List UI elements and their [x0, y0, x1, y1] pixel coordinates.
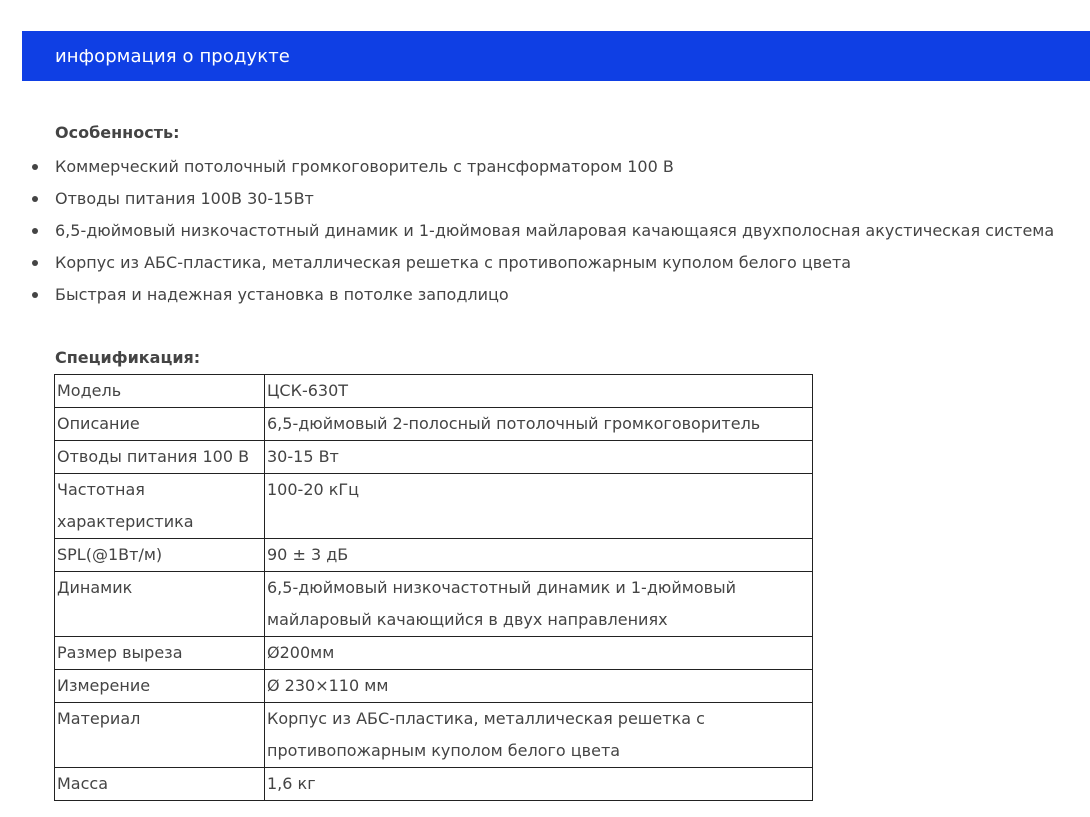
spec-label: SPL(@1Вт/м) — [55, 539, 265, 572]
feature-item — [0, 185, 1054, 217]
table-row — [55, 670, 813, 703]
spec-value: ЦСК-630Т — [265, 375, 813, 408]
specs-heading: Спецификация: — [55, 348, 201, 367]
feature-item — [0, 217, 1054, 249]
spec-label: Масса — [55, 768, 265, 801]
spec-label: Измерение — [55, 670, 265, 703]
feature-item — [0, 281, 1054, 313]
header-title: информация о продукте — [55, 45, 290, 67]
table-row — [55, 768, 813, 801]
spec-value: 100-20 кГц — [265, 474, 813, 539]
spec-label: Описание — [55, 408, 265, 441]
bullet-icon — [32, 260, 38, 266]
features-heading: Особенность: — [55, 123, 180, 142]
spec-label: Модель — [55, 375, 265, 408]
feature-item — [0, 153, 1054, 185]
feature-list — [0, 153, 1054, 313]
table-row — [55, 637, 813, 670]
feature-text: 6,5-дюймовый низкочастотный динамик и 1-дюймовая майларовая качающаяся двухполосная акустическая система — [55, 221, 1055, 240]
spec-value: 1,6 кг — [265, 768, 813, 801]
spec-value: Корпус из АБС-пластика, металлическая решетка с противопожарным куполом белого цвета — [265, 703, 813, 768]
feature-text: Коммерческий потолочный громкоговоритель с трансформатором 100 В — [55, 157, 674, 176]
spec-value: 30-15 Вт — [265, 441, 813, 474]
feature-text: Быстрая и надежная установка в потолке заподлицо — [55, 285, 509, 304]
bullet-icon — [32, 164, 38, 170]
feature-text: Отводы питания 100В 30-15Вт — [55, 189, 314, 208]
spec-label: Динамик — [55, 572, 265, 637]
table-row — [55, 539, 813, 572]
table-row — [55, 703, 813, 768]
spec-value: 6,5-дюймовый низкочастотный динамик и 1-дюймовый майларовый качающийся в двух направлениях — [265, 572, 813, 637]
spec-label: Материал — [55, 703, 265, 768]
spec-label: Отводы питания 100 В — [55, 441, 265, 474]
table-row — [55, 572, 813, 637]
table-row — [55, 375, 813, 408]
spec-value: 6,5-дюймовый 2-полосный потолочный громкоговоритель — [265, 408, 813, 441]
spec-table — [54, 374, 813, 801]
spec-value: 90 ± 3 дБ — [265, 539, 813, 572]
table-row — [55, 441, 813, 474]
product-info-header — [22, 31, 1090, 81]
table-row — [55, 408, 813, 441]
spec-label: Частотная характеристика — [55, 474, 265, 539]
feature-text: Корпус из АБС-пластика, металлическая решетка с противопожарным куполом белого цвета — [55, 253, 852, 272]
bullet-icon — [32, 228, 38, 234]
table-row — [55, 474, 813, 539]
spec-value: Ø200мм — [265, 637, 813, 670]
bullet-icon — [32, 292, 38, 298]
bullet-icon — [32, 196, 38, 202]
spec-value: Ø 230×110 мм — [265, 670, 813, 703]
spec-label: Размер выреза — [55, 637, 265, 670]
feature-item — [0, 249, 1054, 281]
